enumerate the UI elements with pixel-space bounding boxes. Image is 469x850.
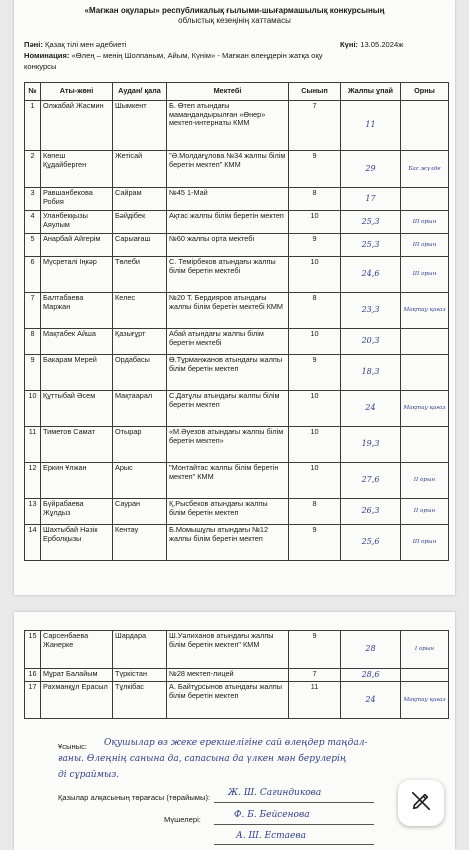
row-number: 1 [25, 101, 41, 151]
score: 24,6 [341, 257, 401, 293]
member-2-signature-line [214, 844, 374, 845]
participant-name: Мүсреталі Іңкәр [41, 257, 113, 293]
place: III орын [401, 211, 449, 234]
place [401, 427, 449, 463]
row-number: 4 [25, 211, 41, 234]
grade: 9 [289, 234, 341, 257]
school: №20 Т. Бердияров атындағы жалпы білім беретін мектебі КММ [167, 293, 289, 329]
col-header-number: № [25, 83, 41, 101]
score: 18,3 [341, 355, 401, 391]
table-row [25, 211, 449, 234]
place: II орын [401, 499, 449, 525]
grade: 10 [289, 257, 341, 293]
district: Шымкент [113, 101, 167, 151]
chair-signature-line [214, 802, 374, 803]
district: Түркістан [113, 669, 167, 682]
district: Отырар [113, 427, 167, 463]
place [401, 669, 449, 682]
table-row [25, 151, 449, 188]
score: 20,3 [341, 329, 401, 355]
school: А. Байтұрсынов атындағы жалпы білім беретін мектеп [167, 682, 289, 719]
table-row [25, 391, 449, 427]
district: Кентау [113, 525, 167, 561]
date-value: 13.05.2024ж [360, 40, 404, 49]
col-header-score: Жалпы ұпай [341, 83, 401, 101]
proposal-text-line-2: ғаны. Өлеңнің санына да, сапасына да үлкен мән берулерің [58, 754, 347, 764]
row-number: 12 [25, 463, 41, 499]
nomination-label: Номинация: [24, 51, 70, 60]
score: 29 [341, 151, 401, 188]
participant-name: Шахтыбай Нәзік Ерболқызы [41, 525, 113, 561]
nomination-value: «Өлең – менің Шолпаным, Айым, Күнім» - Мағжан өлеңдерін жатқа оқу [71, 51, 323, 60]
row-number: 15 [25, 631, 41, 669]
place [401, 188, 449, 211]
score: 19,3 [341, 427, 401, 463]
district: Қазығұрт [113, 329, 167, 355]
district: Сарыағаш [113, 234, 167, 257]
grade: 11 [289, 682, 341, 719]
row-number: 2 [25, 151, 41, 188]
grade: 7 [289, 669, 341, 682]
row-number: 5 [25, 234, 41, 257]
score: 28,6 [341, 669, 401, 682]
subject-value: Қазақ тілі мен әдебиеті [45, 40, 127, 49]
member-1-signature: Ф. Б. Бейсенова [234, 810, 310, 820]
protocol-sheet-page-2 [14, 612, 455, 850]
participant-name: Анарбай Айгерім [41, 234, 113, 257]
chair-label: Қазылар алқасының төрағасы (төрайымы): [58, 793, 211, 802]
grade: 8 [289, 499, 341, 525]
district: Бәйдібек [113, 211, 167, 234]
row-number: 13 [25, 499, 41, 525]
table-row [25, 188, 449, 211]
row-number: 7 [25, 293, 41, 329]
col-header-name: Аты-жөні [41, 83, 113, 101]
score: 27,6 [341, 463, 401, 499]
score: 23,3 [341, 293, 401, 329]
col-header-place: Орны [401, 83, 449, 101]
district: Төлеби [113, 257, 167, 293]
col-header-grade: Сынып [289, 83, 341, 101]
school: "Ә.Молдағұлова №34 жалпы білім беретін мектеп" КММ [167, 151, 289, 188]
place: III орын [401, 525, 449, 561]
date-line [340, 40, 403, 49]
grade: 9 [289, 151, 341, 188]
participant-name: Көпеш Құдайберген [41, 151, 113, 188]
score: 24 [341, 682, 401, 719]
grade: 9 [289, 525, 341, 561]
grade: 10 [289, 463, 341, 499]
school: «М.Әуезов атындағы жалпы білім беретін мектеп» [167, 427, 289, 463]
table-row [25, 257, 449, 293]
place: III орын [401, 234, 449, 257]
participant-name: Еркин Ұлжан [41, 463, 113, 499]
participant-name: Тиметов Самат [41, 427, 113, 463]
table-row [25, 355, 449, 391]
protocol-sheet-page-1 [14, 0, 455, 595]
participant-name: Бакарам Мерей [41, 355, 113, 391]
subject-label: Пәні: [24, 40, 43, 49]
table-row [25, 682, 449, 719]
participant-name: Балтабаева Маржан [41, 293, 113, 329]
results-table [24, 82, 449, 561]
nomination-value-cont: конкурсы [24, 62, 57, 71]
table-row [25, 669, 449, 682]
table-row [25, 329, 449, 355]
school: №45 1-Май [167, 188, 289, 211]
protocol-subtitle: облыстық кезеңінің хаттамасы [178, 16, 291, 25]
proposal-label: Ұсыныс: [58, 742, 88, 751]
district: Келес [113, 293, 167, 329]
row-number: 6 [25, 257, 41, 293]
participant-name: Уланбекқызы Аяулым [41, 211, 113, 234]
place: Мақтау қағаз [401, 682, 449, 719]
place: I орын [401, 631, 449, 669]
grade: 9 [289, 355, 341, 391]
table-row [25, 101, 449, 151]
school: Абай атындағы жалпы білім беретін мектебі [167, 329, 289, 355]
school: №60 жалпы орта мектебі [167, 234, 289, 257]
protocol-title: «Мағжан оқулары» республикалық ғылыми-шығармашылық конкурсының [84, 6, 385, 15]
score: 17 [341, 188, 401, 211]
school: С.Датұлы атындағы жалпы білім беретін мектеп [167, 391, 289, 427]
row-number: 16 [25, 669, 41, 682]
members-label: Мүшелері: [164, 815, 201, 824]
district: Шардара [113, 631, 167, 669]
district: Мақтаарал [113, 391, 167, 427]
table-row [25, 499, 449, 525]
participant-name: Бүйрабаева Жұлдыз [41, 499, 113, 525]
school: Ө.Тұрманжанов атындағы жалпы білім беретін мектеп [167, 355, 289, 391]
grade: 8 [289, 188, 341, 211]
row-number: 9 [25, 355, 41, 391]
score: 11 [341, 101, 401, 151]
participant-name: Равшанбекова Робия [41, 188, 113, 211]
place: II орын [401, 463, 449, 499]
nomination-line [24, 51, 448, 60]
member-2-signature: А. Ш. Естаева [236, 831, 306, 841]
grade: 10 [289, 211, 341, 234]
member-1-signature-line [214, 824, 374, 825]
school: Қ.Рысбеков атындағы жалпы білім беретін мектеп [167, 499, 289, 525]
table-row [25, 293, 449, 329]
proposal-text-line-3: ді сұраймыз. [58, 770, 120, 780]
school: Б. Өтеп атындағы мамандандырылған «Өнер» мектеп-интернаты КММ [167, 101, 289, 151]
table-row [25, 234, 449, 257]
edit-button[interactable] [398, 780, 444, 826]
row-number: 3 [25, 188, 41, 211]
score: 24 [341, 391, 401, 427]
score: 25,6 [341, 525, 401, 561]
district: Тұлкібас [113, 682, 167, 719]
row-number: 14 [25, 525, 41, 561]
col-header-school: Мектебі [167, 83, 289, 101]
participant-name: Рахманқұл Ерасыл [41, 682, 113, 719]
district: Сайрам [113, 188, 167, 211]
school: Ш.Уәлиханов атындағы жалпы білім беретін мектеп" КММ [167, 631, 289, 669]
row-number: 8 [25, 329, 41, 355]
row-number: 10 [25, 391, 41, 427]
place: Бас жүлде [401, 151, 449, 188]
score: 26,3 [341, 499, 401, 525]
school: №28 мектеп-лицей [167, 669, 289, 682]
score: 25,3 [341, 234, 401, 257]
subject-line [24, 40, 126, 49]
grade: 9 [289, 631, 341, 669]
grade: 10 [289, 329, 341, 355]
table-row [25, 631, 449, 669]
school: "Монтайтас жалпы білім беретін мектеп" КММ [167, 463, 289, 499]
grade: 10 [289, 427, 341, 463]
school: Ақтас жалпы білім беретін мектеп [167, 211, 289, 234]
place: Мақтау қағаз [401, 293, 449, 329]
date-label: Күні: [340, 40, 359, 49]
participant-name: Олжабай Жасмин [41, 101, 113, 151]
table-row [25, 525, 449, 561]
results-table-continued [24, 630, 449, 719]
school: Б.Момышұлы атындағы №12 жалпы білім беретін мектеп [167, 525, 289, 561]
participant-name: Мақтабек Айша [41, 329, 113, 355]
place: III орын [401, 257, 449, 293]
school: С. Темірбеков атындағы жалпы білім беретін мектебі [167, 257, 289, 293]
place [401, 355, 449, 391]
participant-name: Құттыбай Әсем [41, 391, 113, 427]
proposal-text-line-1: Оқушылар өз жеке ерекшелігіне сай өлеңдер таңдал- [104, 738, 368, 748]
table-row [25, 463, 449, 499]
chair-signature: Ж. Ш. Сагиндикова [228, 788, 322, 798]
district: Сауран [113, 499, 167, 525]
grade: 7 [289, 101, 341, 151]
grade: 8 [289, 293, 341, 329]
table-header-row [25, 83, 449, 101]
participant-name: Мұрат Балайым [41, 669, 113, 682]
place [401, 101, 449, 151]
score: 25,3 [341, 211, 401, 234]
district: Арыс [113, 463, 167, 499]
district: Жетісай [113, 151, 167, 188]
district: Ордабасы [113, 355, 167, 391]
place [401, 329, 449, 355]
edit-pen-icon [410, 790, 432, 817]
table-row [25, 427, 449, 463]
row-number: 11 [25, 427, 41, 463]
place: Мақтау қағаз [401, 391, 449, 427]
col-header-district: Аудан/ қала [113, 83, 167, 101]
grade: 10 [289, 391, 341, 427]
score: 28 [341, 631, 401, 669]
participant-name: Сарсенбаева Жанерке [41, 631, 113, 669]
row-number: 17 [25, 682, 41, 719]
